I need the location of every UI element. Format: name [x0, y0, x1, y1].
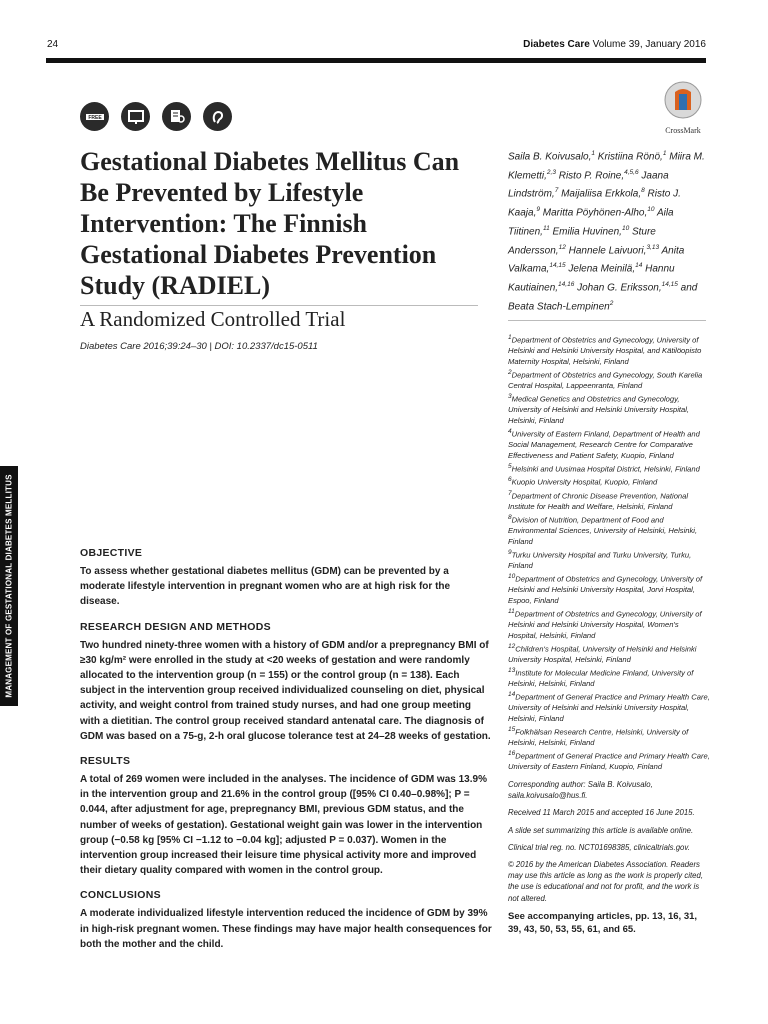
- affiliation-number: 13: [508, 666, 516, 674]
- author-affiliation-number: 14,15: [549, 262, 566, 270]
- affiliation-item: [508, 607, 710, 642]
- slide-icon[interactable]: [121, 102, 150, 131]
- article-subtitle: A Randomized Controlled Trial: [80, 307, 346, 331]
- affiliation-item: [508, 690, 710, 725]
- author-affiliation-number: 7: [554, 187, 559, 195]
- author-affiliation-number: 4,5,6: [624, 168, 639, 176]
- affiliation-text: Kuopio University Hospital, Kuopio, Finland: [511, 477, 658, 487]
- affiliation-number: 15: [508, 725, 516, 733]
- author-name: Jaana Lindström,: [508, 170, 669, 200]
- journal-volume: Volume 39, January 2016: [592, 39, 706, 50]
- affiliation-text: Department of Obstetrics and Gynecology, University of Helsinki and Helsinki University Hospital, Jorvi Hospital, Espoo, Finland: [508, 574, 703, 605]
- side-tab-label: MANAGEMENT OF GESTATIONAL DIABETES MELLITUS: [4, 474, 14, 698]
- affiliation-text: Folkhälsan Research Centre, Helsinki, University of Helsinki, Helsinki, Finland: [508, 727, 689, 748]
- affiliation-number: 16: [508, 749, 516, 757]
- author-affiliation-number: 11: [542, 224, 550, 232]
- journal-name: Diabetes Care: [523, 39, 590, 50]
- citation: Diabetes Care 2016;39:24–30 | DOI: 10.2337/dc15-0511: [80, 341, 318, 352]
- author-name: Maijaliisa Erkkola,: [561, 188, 642, 200]
- author-name: Sture Andersson,: [508, 226, 656, 256]
- affiliations-column: [508, 333, 710, 936]
- affiliation-text: Division of Nutrition, Department of Food and Environmental Sciences, University of Helsinki, Helsinki, Finland: [508, 515, 698, 546]
- author-affiliation-number: 10: [621, 224, 630, 232]
- author-name: Aila Tiitinen,: [508, 207, 674, 238]
- affiliation-text: University of Eastern Finland, Department of Health and Social Management, Research Centre for Comparative Effectiveness and Patient Safety, Kuopio, Finland: [508, 429, 700, 461]
- section-body: To assess whether gestational diabetes mellitus (GDM) can be prevented by a moderate lifestyle intervention in pregnant women who are at high risk for the disease.: [80, 566, 451, 608]
- section-heading: OBJECTIVE: [80, 547, 143, 559]
- affiliation-number: 6: [508, 476, 512, 484]
- abstract-section: [80, 547, 492, 610]
- section-body: Two hundred ninety-three women with a history of GDM and/or a prepregnancy BMI of ≥30 kg/m² were enrolled in the study at <20 weeks of gestation and were randomly allocated to the intervention group (n = 155) or the control group (n = 138). Each subject in the intervention group received individualized counseling on diet, physical activity, and weight control from trained study nurses, and had one group meeting with a dietitian. The control group received standard antenatal care. The diagnosis of GDM was based on a 75-g, 2-h oral glucose tolerance test at 24–28 weeks of gestation.: [80, 639, 491, 742]
- affiliation-text: Department of Obstetrics and Gynecology, South Karelia Central Hospital, Lappeenranta, Finland: [508, 370, 703, 391]
- author-affiliation-number: 14,15: [661, 281, 678, 289]
- affiliation-text: Department of General Practice and Primary Health Care, University of Eastern Finland, Kuopio, Finland: [508, 751, 710, 772]
- affiliation-item: [508, 642, 710, 666]
- affiliation-item: [508, 368, 710, 392]
- svg-text:FREE: FREE: [87, 114, 102, 121]
- affiliation-item: [508, 462, 710, 475]
- author-separator: and: [677, 282, 698, 294]
- affiliation-number: 2: [508, 368, 512, 376]
- copyright-notice: © 2016 by the American Diabetes Association. Readers may use this article as long as the work is properly cited, the use is educational and not for profit, and the work is not altered.: [508, 860, 704, 903]
- crossmark-label: CrossMark: [665, 126, 701, 135]
- section-body: A total of 269 women were included in the analyses. The incidence of GDM was 13.9% in the intervention group and 21.6% in the control group ([95% CI 0.40–0.98%]; P = 0.044, after adjustment for age, prepregnancy BMI, previous GDM status, and the number of weeks of gestation). Gestational weight gain was lower in the intervention group (−0.58 kg [95% CI −1.12 to −0.04 kg]; adjusted P = 0.037). Women in the intervention group increased their leisure time physical activity more and improved their dietary quality compared with women in the control group.: [80, 774, 487, 877]
- affiliation-item: [508, 427, 710, 462]
- abstract: [80, 547, 492, 963]
- author-affiliation-number: 14,16: [558, 281, 575, 289]
- slide-set-note: A slide set summarizing this article is available online.: [508, 825, 694, 835]
- affiliation-text: Department of Chronic Disease Prevention, National Institute for Health and Welfare, Helsinki, Finland: [508, 491, 689, 511]
- author-affiliation-number: 3,13: [646, 243, 660, 251]
- page-number: 24: [47, 39, 59, 50]
- crossmark-badge[interactable]: [658, 80, 708, 135]
- section-heading: CONCLUSIONS: [80, 889, 161, 902]
- trial-registration: Clinical trial reg. no. NCT01698385, clinicaltrials.gov.: [508, 842, 690, 852]
- affiliation-number: 10: [508, 572, 516, 580]
- affiliation-number: 14: [508, 690, 516, 698]
- affiliation-text: Medical Genetics and Obstetrics and Gynecology, University of Helsinki and Helsinki University Hospital, Helsinki, Finland: [508, 394, 690, 426]
- author-list: [508, 146, 713, 315]
- author-name: Jelena Meinilä,: [568, 263, 636, 275]
- author-affiliation-number: 10: [647, 206, 655, 214]
- author-affiliation-number: 14: [635, 262, 643, 270]
- author-name: Emilia Huvinen,: [552, 226, 622, 238]
- affiliation-number: 1: [508, 334, 512, 341]
- affiliation-number: 9: [508, 548, 512, 556]
- section-body: A moderate individualized lifestyle intervention reduced the incidence of GDM by 39% in high-risk pregnant women. These findings may have major health consequences for both the mother and the child.: [80, 908, 492, 950]
- affiliation-item: [508, 392, 710, 427]
- affiliation-text: Institute for Molecular Medicine Finland, University of Helsinki, Helsinki, Finland: [508, 668, 694, 689]
- author-name: Hannu Kautiainen,: [508, 263, 675, 294]
- affiliation-text: Department of Obstetrics and Gynecology, University of Helsinki and Helsinki University Hospital, and Kätilöopisto Maternity Hospital, Helsinki, Finland: [508, 335, 702, 367]
- free-icon[interactable]: [80, 102, 109, 131]
- affiliation-item: [508, 548, 710, 572]
- affiliation-item: [508, 513, 710, 548]
- abstract-section: [80, 889, 492, 952]
- affiliation-item: [508, 333, 710, 368]
- author-affiliation-number: 2: [609, 299, 614, 307]
- affiliations-rule: [508, 320, 706, 321]
- section-heading: RESULTS: [80, 755, 131, 768]
- affiliation-number: 3: [508, 393, 512, 401]
- author-name: Risto P. Roine,: [558, 170, 625, 182]
- author-name: Risto J. Kaaja,: [508, 188, 681, 219]
- author-affiliation-number: 2,3: [546, 168, 556, 176]
- article-title: Gestational Diabetes Mellitus Can Be Prevented by Lifestyle Intervention: The Finnish Gestational Diabetes Prevention Study (RADIEL): [80, 147, 460, 300]
- received-date: Received 11 March 2015 and accepted 16 June 2015.: [508, 808, 695, 818]
- section-side-tab: [0, 466, 18, 706]
- author-name: Johan G. Eriksson,: [577, 282, 662, 294]
- affiliation-item: [508, 489, 710, 513]
- corresponding-author: Corresponding author: Saila B. Koivusalo, saila.koivusalo@hus.fi.: [508, 779, 653, 801]
- crossmark-icon: [663, 80, 703, 120]
- title-rule: [80, 305, 478, 306]
- affiliation-item: [508, 572, 710, 607]
- affiliation-number: 12: [508, 642, 516, 650]
- affiliation-text: Department of General Practice and Primary Health Care, University of Helsinki and Helsinki University Hospital, Helsinki, Finland: [508, 692, 710, 723]
- author-name: Beata Stach-Lempinen: [508, 301, 610, 313]
- affiliation-item: [508, 725, 710, 749]
- podcast-icon[interactable]: [162, 102, 191, 131]
- affiliation-number: 11: [508, 607, 515, 615]
- author-affiliation-number: 1: [662, 150, 667, 157]
- author-affiliation-number: 8: [641, 187, 645, 195]
- see-accompanying-articles[interactable]: See accompanying articles, pp. 13, 16, 31, 39, 43, 50, 53, 55, 61, and 65.: [508, 910, 698, 935]
- journal-header: [523, 39, 706, 50]
- author-affiliation-number: 9: [536, 206, 540, 214]
- affiliation-text: Turku University Hospital and Turku University, Turku, Finland: [508, 550, 692, 570]
- author-affiliation-number: 12: [558, 243, 566, 251]
- header-rule: [46, 58, 706, 63]
- author-name: Saila B. Koivusalo,: [508, 151, 592, 163]
- affiliation-text: Department of Obstetrics and Gynecology, University of Helsinki and Helsinki University Hospital, Women's Hospital, Helsinki, Finland: [508, 609, 702, 640]
- abstract-section: [80, 755, 492, 878]
- author-name: Maritta Pöyhönen-Alho,: [542, 207, 648, 219]
- author-affiliation-number: 1: [591, 150, 596, 157]
- affiliation-item: [508, 749, 710, 773]
- affiliation-list: [508, 333, 710, 773]
- affiliation-item: [508, 666, 710, 690]
- affiliation-number: 8: [508, 513, 512, 521]
- author-name: Miira M. Klemetti,: [508, 151, 705, 182]
- affiliation-text: Helsinki and Uusimaa Hospital District, Helsinki, Finland: [511, 464, 700, 474]
- audio-icon[interactable]: [203, 102, 232, 131]
- feature-icons: [80, 102, 232, 131]
- affiliation-number: 7: [508, 489, 512, 497]
- author-name: Anita Valkama,: [508, 245, 685, 275]
- affiliation-text: Children's Hospital, University of Helsinki and Helsinki University Hospital, Helsinki, Finland: [508, 644, 697, 664]
- author-name: Kristiina Rönö,: [597, 151, 663, 163]
- affiliation-item: [508, 475, 710, 488]
- affiliation-number: 5: [508, 462, 512, 470]
- abstract-section: [80, 621, 492, 744]
- affiliation-number: 4: [508, 427, 512, 435]
- section-heading: RESEARCH DESIGN AND METHODS: [80, 620, 271, 633]
- author-name: Hannele Laivuori,: [568, 245, 647, 256]
